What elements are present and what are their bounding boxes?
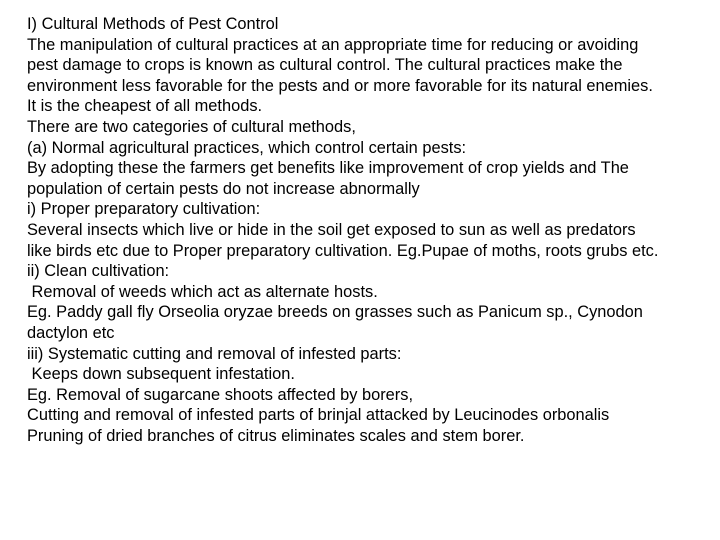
subsection-heading: ii) Clean cultivation:: [27, 262, 170, 281]
text-line: like birds etc due to Proper preparatory cultivation. Eg.Pupae of moths, roots grubs etc.: [27, 241, 659, 260]
text-line: Removal of weeds which act as alternate hosts.: [27, 282, 378, 301]
text-line: population of certain pests do not increase abnormally: [27, 179, 420, 198]
text-line: By adopting these the farmers get benefits like improvement of crop yields and The: [27, 159, 629, 178]
text-line: There are two categories of cultural methods,: [27, 117, 356, 136]
text-line: Several insects which live or hide in the soil get exposed to sun as well as predators: [27, 220, 636, 239]
section-heading: (a) Normal agricultural practices, which control certain pests:: [27, 138, 467, 157]
text-line: environment less favorable for the pests and or more favorable for its natural enemies.: [27, 76, 653, 95]
subsection-heading: i) Proper preparatory cultivation:: [27, 200, 261, 219]
text-line: Keeps down subsequent infestation.: [27, 365, 295, 384]
text-line: dactylon etc: [27, 323, 115, 342]
text-line: Eg. Paddy gall fly Orseolia oryzae breeds on grasses such as Panicum sp., Cynodon: [27, 303, 643, 322]
document-title: I) Cultural Methods of Pest Control: [27, 15, 279, 33]
document-body: [27, 14, 717, 446]
subsection-heading: iii) Systematic cutting and removal of infested parts:: [27, 344, 402, 363]
text-line: Pruning of dried branches of citrus eliminates scales and stem borer.: [27, 426, 525, 445]
text-line: pest damage to crops is known as cultural control. The cultural practices make the: [27, 56, 623, 75]
text-line: Eg. Removal of sugarcane shoots affected by borers,: [27, 385, 414, 404]
text-line: Cutting and removal of infested parts of brinjal attacked by Leucinodes orbonalis: [27, 406, 610, 425]
text-line: The manipulation of cultural practices at an appropriate time for reducing or avoiding: [27, 35, 639, 54]
text-line: It is the cheapest of all methods.: [27, 97, 263, 116]
